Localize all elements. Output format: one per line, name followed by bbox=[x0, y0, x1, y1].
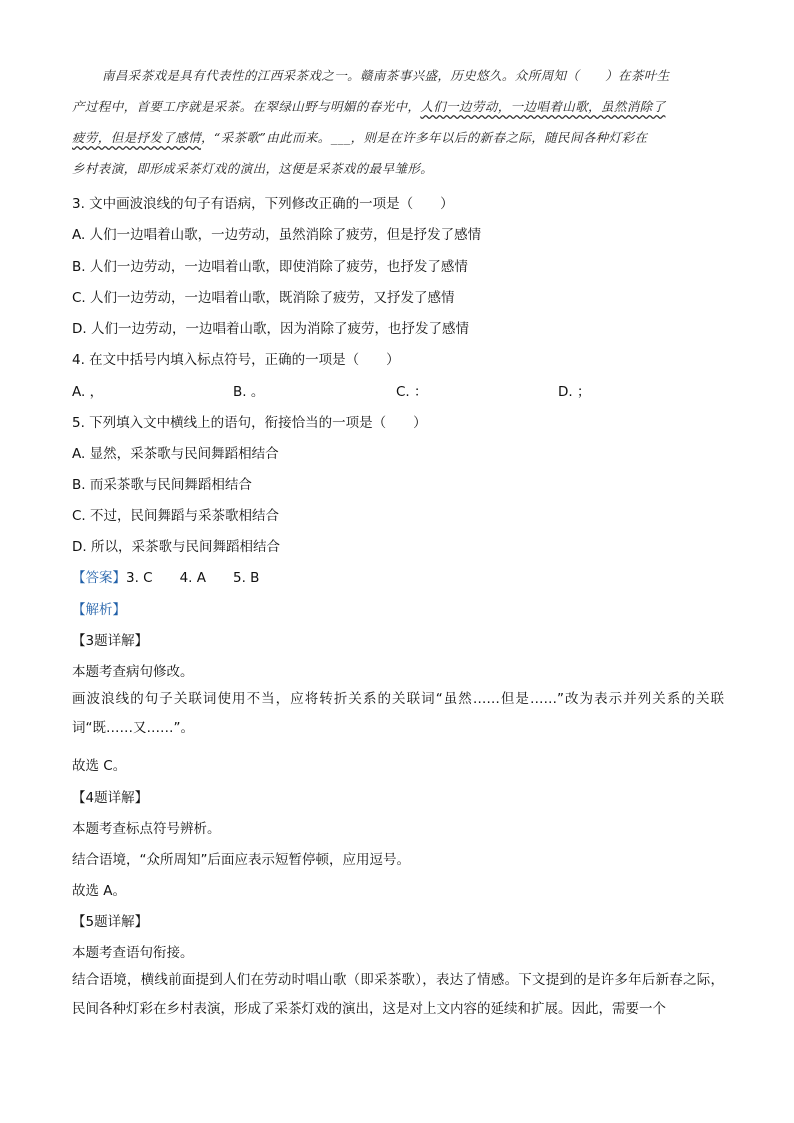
answer-tag: 【答案】 bbox=[72, 570, 126, 586]
question-5-stem: 5. 下列填入文中横线上的语句，衔接恰当的一项是（ ） bbox=[72, 415, 427, 431]
reading-passage bbox=[72, 66, 722, 186]
question-4-option-c: C. ： bbox=[396, 384, 428, 400]
answer-values: 3. C 4. A 5. B bbox=[126, 570, 260, 586]
detail-4-conclusion: 故选 A。 bbox=[72, 883, 127, 899]
detail-3-topic: 本题考查病句修改。 bbox=[72, 664, 194, 680]
question-5-option-d: D. 所以，采茶歌与民间舞蹈相结合 bbox=[72, 539, 280, 555]
question-5-option-c: C. 不过，民间舞蹈与采茶歌相结合 bbox=[72, 508, 280, 524]
detail-5-topic: 本题考查语句衔接。 bbox=[72, 945, 194, 961]
detail-4-explanation: 结合语境，“众所周知”后面应表示短暂停顿，应用逗号。 bbox=[72, 852, 410, 868]
question-5-option-b: B. 而采茶歌与民间舞蹈相结合 bbox=[72, 477, 252, 493]
question-4-option-b: B. 。 bbox=[233, 384, 265, 400]
detail-4-topic: 本题考查标点符号辨析。 bbox=[72, 821, 221, 837]
detail-4-title: 【4题详解】 bbox=[72, 790, 149, 806]
question-3-stem: 3. 文中画波浪线的句子有语病，下列修改正确的一项是（ ） bbox=[72, 196, 454, 212]
question-5-option-a: A. 显然，采茶歌与民间舞蹈相结合 bbox=[72, 446, 279, 462]
question-3-option-b: B. 人们一边劳动，一边唱着山歌，即使消除了疲劳，也抒发了感情 bbox=[72, 259, 468, 275]
wavy-underlined-sentence-part-1: 人们一边劳动，一边唱着山歌，虽然消除了 bbox=[420, 99, 666, 114]
question-3-option-c: C. 人们一边劳动，一边唱着山歌，既消除了疲劳，又抒发了感情 bbox=[72, 290, 455, 306]
wavy-underlined-sentence-part-2: 疲劳，但是抒发了感情 bbox=[72, 130, 202, 145]
passage-line-2 bbox=[72, 97, 665, 115]
analysis-tag: 【解析】 bbox=[72, 602, 126, 618]
passage-line-1: 南昌采茶戏是具有代表性的江西采茶戏之一。赣南茶事兴盛，历史悠久。众所周知（ ）在茶叶生 bbox=[102, 68, 670, 83]
question-4-stem: 4. 在文中括号内填入标点符号，正确的一项是（ ） bbox=[72, 352, 400, 368]
question-4-option-a: A. ， bbox=[72, 384, 104, 400]
detail-5-explanation: 结合语境，横线前面提到人们在劳动时唱山歌（即采茶歌），表达了情感。下文提到的是许多年后新春之际，民间各种灯彩在乡村表演，形成了采茶灯戏的演出，这是对上文内容的延续和扩展。因此，需要一个 bbox=[72, 972, 724, 1017]
question-3-option-d: D. 人们一边劳动，一边唱着山歌，因为消除了疲劳，也抒发了感情 bbox=[72, 321, 469, 337]
answer-line bbox=[72, 566, 259, 586]
question-3-option-a: A. 人们一边唱着山歌，一边劳动，虽然消除了疲劳，但是抒发了感情 bbox=[72, 227, 482, 243]
detail-3-title: 【3题详解】 bbox=[72, 633, 149, 649]
question-4-option-d: D. ； bbox=[558, 384, 591, 400]
detail-3-explanation: 画波浪线的句子关联词使用不当，应将转折关系的关联词“虽然……但是……”改为表示并列关系的关联词“既……又……”。 bbox=[72, 691, 724, 736]
passage-line-2-text: 产过程中，首要工序就是采茶。在翠绿山野与明媚的春光中， bbox=[72, 99, 421, 114]
passage-line-3 bbox=[72, 128, 647, 146]
detail-5-title: 【5题详解】 bbox=[72, 914, 149, 930]
passage-line-4: 乡村表演，即形成采茶灯戏的演出，这便是采茶戏的最早雏形。 bbox=[72, 161, 434, 176]
passage-line-3-text: ，“采茶歌”由此而来。___，则是在许多年以后的新春之际，随民间各种灯彩在 bbox=[201, 130, 648, 145]
detail-3-conclusion: 故选 C。 bbox=[72, 758, 127, 774]
